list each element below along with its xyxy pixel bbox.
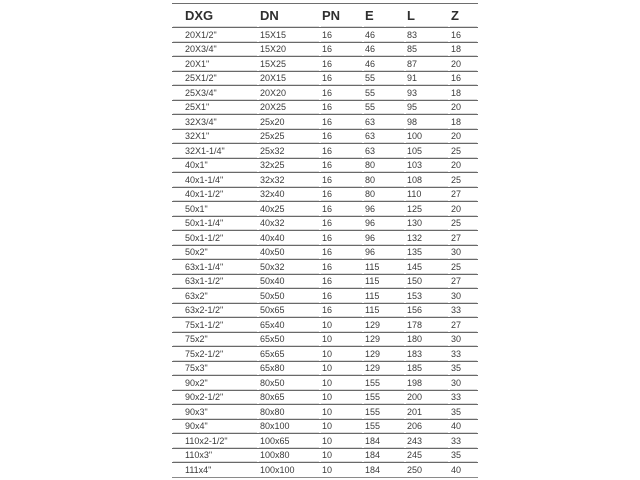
- table-cell: 50x50: [258, 288, 320, 303]
- table-cell: 111x4": [172, 462, 258, 478]
- table-cell: 65x80: [258, 361, 320, 376]
- table-cell: 250: [405, 462, 449, 478]
- table-cell: 200: [405, 390, 449, 405]
- table-cell: 25x25: [258, 129, 320, 144]
- table-row: [172, 230, 478, 245]
- table-cell: 46: [363, 56, 405, 71]
- table-cell: 50x1-1/4": [172, 216, 258, 231]
- table-cell: 129: [363, 361, 405, 376]
- table-row: [172, 71, 478, 86]
- table-cell: 135: [405, 245, 449, 260]
- table-cell: 63: [363, 143, 405, 158]
- table-row: [172, 85, 478, 100]
- table-cell: 184: [363, 462, 405, 478]
- table-cell: 46: [363, 42, 405, 57]
- table-cell: 25x20: [258, 114, 320, 129]
- table-cell: 20: [449, 201, 478, 216]
- table-cell: 83: [405, 27, 449, 42]
- table-cell: 55: [363, 71, 405, 86]
- table-row: [172, 317, 478, 332]
- table-cell: 25X1": [172, 100, 258, 115]
- table-cell: 115: [363, 259, 405, 274]
- table-cell: 10: [320, 390, 363, 405]
- column-header-dxg: DXG: [172, 3, 258, 27]
- table-row: [172, 303, 478, 318]
- table-cell: 20: [449, 100, 478, 115]
- table-cell: 98: [405, 114, 449, 129]
- table-cell: 40x32: [258, 216, 320, 231]
- table-cell: 20X1/2": [172, 27, 258, 42]
- table-cell: 10: [320, 361, 363, 376]
- table-cell: 50x32: [258, 259, 320, 274]
- table-cell: 15X15: [258, 27, 320, 42]
- table-cell: 20X15: [258, 71, 320, 86]
- table-cell: 132: [405, 230, 449, 245]
- table-row: [172, 245, 478, 260]
- table-cell: 32x32: [258, 172, 320, 187]
- table-cell: 40x40: [258, 230, 320, 245]
- table-cell: 156: [405, 303, 449, 318]
- table-cell: 40x25: [258, 201, 320, 216]
- table-cell: 63x2-1/2": [172, 303, 258, 318]
- table-cell: 80x100: [258, 419, 320, 434]
- table-cell: 100x65: [258, 433, 320, 448]
- table-cell: 10: [320, 317, 363, 332]
- table-row: [172, 158, 478, 173]
- column-header-pn: PN: [320, 3, 363, 27]
- table-cell: 96: [363, 245, 405, 260]
- table-cell: 150: [405, 274, 449, 289]
- table-cell: 16: [449, 71, 478, 86]
- table-cell: 80x80: [258, 404, 320, 419]
- table-cell: 35: [449, 448, 478, 463]
- table-cell: 27: [449, 187, 478, 202]
- table-cell: 91: [405, 71, 449, 86]
- table-cell: 75x1-1/2": [172, 317, 258, 332]
- table-cell: 80x65: [258, 390, 320, 405]
- table-cell: 16: [320, 100, 363, 115]
- table-cell: 16: [320, 42, 363, 57]
- table-cell: 115: [363, 274, 405, 289]
- table-row: [172, 375, 478, 390]
- dimension-spec-table: [172, 3, 478, 478]
- table-cell: 33: [449, 390, 478, 405]
- table-cell: 100x100: [258, 462, 320, 478]
- table-cell: 16: [320, 143, 363, 158]
- table-cell: 20X3/4": [172, 42, 258, 57]
- table-cell: 25: [449, 172, 478, 187]
- table-cell: 32X1": [172, 129, 258, 144]
- table-row: [172, 100, 478, 115]
- table-cell: 80x50: [258, 375, 320, 390]
- table-cell: 40x1": [172, 158, 258, 173]
- table-cell: 80: [363, 172, 405, 187]
- table-cell: 20X25: [258, 100, 320, 115]
- table-cell: 110x2-1/2": [172, 433, 258, 448]
- table-cell: 20X20: [258, 85, 320, 100]
- table-cell: 32x25: [258, 158, 320, 173]
- table-cell: 155: [363, 390, 405, 405]
- table-row: [172, 274, 478, 289]
- table-cell: 35: [449, 404, 478, 419]
- table-row: [172, 27, 478, 42]
- table-row: [172, 390, 478, 405]
- table-row: [172, 361, 478, 376]
- table-cell: 35: [449, 361, 478, 376]
- table-cell: 46: [363, 27, 405, 42]
- table-cell: 32X1-1/4": [172, 143, 258, 158]
- table-row: [172, 172, 478, 187]
- table-cell: 129: [363, 332, 405, 347]
- table-cell: 80: [363, 187, 405, 202]
- header-row: [172, 3, 478, 27]
- table-cell: 18: [449, 85, 478, 100]
- table-cell: 10: [320, 433, 363, 448]
- table-cell: 115: [363, 303, 405, 318]
- table-cell: 50x2": [172, 245, 258, 260]
- table-cell: 243: [405, 433, 449, 448]
- table-cell: 16: [320, 245, 363, 260]
- table-cell: 33: [449, 346, 478, 361]
- table-cell: 32X3/4": [172, 114, 258, 129]
- table-cell: 20: [449, 158, 478, 173]
- table-row: [172, 404, 478, 419]
- table-cell: 27: [449, 230, 478, 245]
- table-cell: 25: [449, 259, 478, 274]
- table-cell: 16: [320, 187, 363, 202]
- table-cell: 125: [405, 201, 449, 216]
- table-cell: 90x2": [172, 375, 258, 390]
- table-cell: 50x1-1/2": [172, 230, 258, 245]
- table-cell: 20X1": [172, 56, 258, 71]
- table-cell: 100x80: [258, 448, 320, 463]
- table-cell: 25x32: [258, 143, 320, 158]
- table-cell: 85: [405, 42, 449, 57]
- table-cell: 65x50: [258, 332, 320, 347]
- table-cell: 27: [449, 317, 478, 332]
- table-cell: 10: [320, 419, 363, 434]
- table-cell: 10: [320, 462, 363, 478]
- table-row: [172, 56, 478, 71]
- column-header-z: Z: [449, 3, 478, 27]
- table-cell: 40x50: [258, 245, 320, 260]
- table-cell: 96: [363, 216, 405, 231]
- table-cell: 90x3": [172, 404, 258, 419]
- table-row: [172, 346, 478, 361]
- table-cell: 95: [405, 100, 449, 115]
- table-cell: 110x3": [172, 448, 258, 463]
- table-cell: 129: [363, 346, 405, 361]
- table-cell: 184: [363, 448, 405, 463]
- table-cell: 40x1-1/2": [172, 187, 258, 202]
- table-cell: 50x40: [258, 274, 320, 289]
- table-row: [172, 129, 478, 144]
- table-cell: 115: [363, 288, 405, 303]
- table-cell: 75x3": [172, 361, 258, 376]
- table-cell: 201: [405, 404, 449, 419]
- table-cell: 145: [405, 259, 449, 274]
- table-cell: 40: [449, 419, 478, 434]
- table-cell: 16: [320, 158, 363, 173]
- table-cell: 10: [320, 448, 363, 463]
- table-cell: 18: [449, 114, 478, 129]
- table-cell: 30: [449, 288, 478, 303]
- table-row: [172, 259, 478, 274]
- table-cell: 129: [363, 317, 405, 332]
- table-cell: 20: [449, 129, 478, 144]
- table-cell: 96: [363, 201, 405, 216]
- table-body: [172, 27, 478, 478]
- column-header-l: L: [405, 3, 449, 27]
- table-cell: 103: [405, 158, 449, 173]
- table-cell: 155: [363, 404, 405, 419]
- table-cell: 65x65: [258, 346, 320, 361]
- table-cell: 32x40: [258, 187, 320, 202]
- table-cell: 55: [363, 85, 405, 100]
- table-cell: 63: [363, 114, 405, 129]
- table-cell: 25X1/2": [172, 71, 258, 86]
- table-cell: 40x1-1/4": [172, 172, 258, 187]
- table-cell: 130: [405, 216, 449, 231]
- table-cell: 180: [405, 332, 449, 347]
- table-cell: 90x4": [172, 419, 258, 434]
- table-cell: 80: [363, 158, 405, 173]
- table-cell: 93: [405, 85, 449, 100]
- table-cell: 16: [320, 288, 363, 303]
- table-cell: 198: [405, 375, 449, 390]
- table-cell: 10: [320, 404, 363, 419]
- table-cell: 16: [320, 129, 363, 144]
- table-cell: 27: [449, 274, 478, 289]
- table-row: [172, 462, 478, 478]
- table-row: [172, 216, 478, 231]
- table-cell: 15X20: [258, 42, 320, 57]
- column-header-dn: DN: [258, 3, 320, 27]
- table-cell: 16: [320, 85, 363, 100]
- table-cell: 108: [405, 172, 449, 187]
- table-row: [172, 114, 478, 129]
- table-cell: 75x2": [172, 332, 258, 347]
- table-cell: 110: [405, 187, 449, 202]
- table-row: [172, 201, 478, 216]
- table-cell: 25: [449, 216, 478, 231]
- table-cell: 55: [363, 100, 405, 115]
- table-cell: 33: [449, 433, 478, 448]
- table-row: [172, 448, 478, 463]
- table-row: [172, 433, 478, 448]
- table-cell: 87: [405, 56, 449, 71]
- table-row: [172, 187, 478, 202]
- table-cell: 16: [320, 27, 363, 42]
- table-cell: 16: [320, 230, 363, 245]
- table-row: [172, 42, 478, 57]
- table-cell: 30: [449, 332, 478, 347]
- table-row: [172, 288, 478, 303]
- table-cell: 96: [363, 230, 405, 245]
- table-cell: 65x40: [258, 317, 320, 332]
- table-cell: 20: [449, 56, 478, 71]
- table-cell: 15X25: [258, 56, 320, 71]
- column-header-e: E: [363, 3, 405, 27]
- table-cell: 16: [320, 71, 363, 86]
- table-cell: 16: [320, 201, 363, 216]
- table-cell: 178: [405, 317, 449, 332]
- table-cell: 10: [320, 375, 363, 390]
- table-row: [172, 332, 478, 347]
- table-cell: 100: [405, 129, 449, 144]
- table-cell: 18: [449, 42, 478, 57]
- table-cell: 16: [320, 303, 363, 318]
- table-cell: 155: [363, 375, 405, 390]
- table-cell: 63x1-1/2": [172, 274, 258, 289]
- table-cell: 40: [449, 462, 478, 478]
- table-cell: 206: [405, 419, 449, 434]
- table-cell: 75x2-1/2": [172, 346, 258, 361]
- table-cell: 50x65: [258, 303, 320, 318]
- table-cell: 153: [405, 288, 449, 303]
- table-cell: 16: [449, 27, 478, 42]
- table-cell: 33: [449, 303, 478, 318]
- table-cell: 16: [320, 56, 363, 71]
- table-cell: 10: [320, 346, 363, 361]
- table-cell: 50x1": [172, 201, 258, 216]
- table-cell: 184: [363, 433, 405, 448]
- table-cell: 16: [320, 216, 363, 231]
- table-cell: 30: [449, 375, 478, 390]
- table-cell: 25: [449, 143, 478, 158]
- table-cell: 90x2-1/2": [172, 390, 258, 405]
- table-cell: 16: [320, 259, 363, 274]
- table-cell: 245: [405, 448, 449, 463]
- table-cell: 63: [363, 129, 405, 144]
- table-cell: 183: [405, 346, 449, 361]
- table-cell: 63x2": [172, 288, 258, 303]
- table-cell: 10: [320, 332, 363, 347]
- table-row: [172, 419, 478, 434]
- table-cell: 63x1-1/4": [172, 259, 258, 274]
- table-cell: 185: [405, 361, 449, 376]
- table-cell: 105: [405, 143, 449, 158]
- table-row: [172, 143, 478, 158]
- table-cell: 155: [363, 419, 405, 434]
- table-cell: 30: [449, 245, 478, 260]
- table-cell: 16: [320, 172, 363, 187]
- table-cell: 25X3/4": [172, 85, 258, 100]
- table-cell: 16: [320, 274, 363, 289]
- table-cell: 16: [320, 114, 363, 129]
